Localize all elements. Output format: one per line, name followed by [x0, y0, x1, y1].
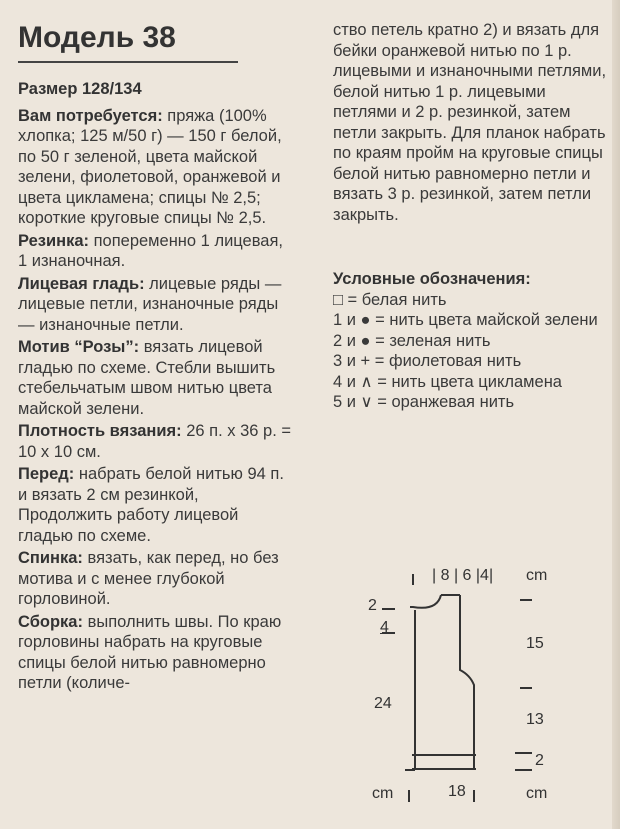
left-measure-4: 4	[380, 619, 389, 636]
legend-item-green	[333, 331, 609, 352]
paragraph-rib	[18, 231, 296, 272]
pattern-schematic	[360, 565, 560, 815]
legend-title: Условные обозначения:	[333, 270, 531, 288]
legend-symbol: 3 и +	[333, 352, 371, 370]
legend-symbol: 1 и ●	[333, 311, 371, 329]
label-roses: Мотив “Розы”:	[18, 338, 140, 356]
page-title: Модель 38	[18, 20, 238, 63]
paragraph-roses	[18, 337, 296, 419]
legend-text: = нить цвета майской зелени	[370, 311, 598, 329]
right-column	[333, 20, 609, 413]
legend-text: = белая нить	[342, 290, 447, 309]
legend-text: = нить цвета цикламена	[372, 372, 562, 391]
label-materials: Вам потребуется:	[18, 106, 163, 125]
top-measurements: | 8 | 6 |4|	[432, 567, 494, 584]
text-gauge: 26 п. х 36 р. = 10 х 10 см.	[18, 422, 292, 461]
paragraph-continuation: ство петель кратно 2) и вязать для бейки оранжевой нитью по 1 р. лицевыми и изнаночными петлями, белой нитью 1 р. лицевыми петлями и 2 р. резинкой, затем петли закрыть. Для планок набрать по краям пройм на круговые спицы белой нитью равномерно петли и вязать 3 р. резинкой, затем петли закрыть.	[333, 21, 607, 224]
left-measure-2: 2	[368, 597, 377, 614]
label-front: Перед:	[18, 465, 75, 483]
left-measure-24: 24	[374, 695, 392, 712]
legend-item-orange	[333, 392, 609, 413]
legend-item-may-green	[333, 310, 609, 331]
paragraph-stockinette	[18, 274, 296, 336]
paragraph-front	[18, 464, 296, 546]
bottom-measure-18: 18	[448, 783, 466, 800]
label-assembly: Сборка:	[18, 612, 83, 631]
text-rib: попеременно 1 лицевая, 1 изнаночная.	[18, 231, 284, 270]
legend	[333, 290, 609, 413]
legend-item-cyclamen	[333, 372, 609, 393]
bottom-left-unit: cm	[372, 785, 394, 802]
right-measure-15: 15	[526, 635, 544, 652]
paragraph-assembly	[18, 612, 296, 694]
paragraph-gauge	[18, 421, 296, 462]
legend-symbol: 2 и ●	[333, 331, 371, 350]
text-roses: вязать лицевой гладью по схеме. Стебли вышить стебельчатым швом нитью цвета майской зелени.	[18, 338, 276, 418]
page-edge	[612, 0, 620, 829]
paragraph-materials	[18, 106, 296, 229]
label-stockinette: Лицевая гладь:	[18, 274, 145, 293]
text-materials: пряжа (100% хлопка; 125 м/50 г) — 150 г белой, по 50 г зеленой, цвета майской зелени, фиолетовой, оранжевой и цвета цикламена; спицы № 2,5; короткие круговые спицы № 2,5.	[18, 106, 282, 227]
right-measure-13: 13	[526, 711, 544, 728]
legend-symbol: □	[333, 290, 343, 309]
legend-item-violet	[333, 351, 609, 372]
neckline-curve	[410, 595, 441, 608]
paragraph-back	[18, 548, 296, 610]
legend-item-white	[333, 290, 609, 311]
legend-symbol: 5 и ∨	[333, 393, 373, 411]
schematic-drawing	[360, 565, 560, 815]
right-measure-2: 2	[535, 752, 544, 769]
label-back: Спинка:	[18, 549, 83, 567]
legend-text: = оранжевая нить	[372, 393, 515, 411]
text-stockinette: лицевые ряды — лицевые петли, изнаночные ряды — изнаночные петли.	[18, 274, 282, 334]
top-unit: cm	[526, 567, 548, 584]
legend-symbol: 4 и ∧	[333, 372, 373, 391]
size-line: Размер 128/134	[18, 80, 142, 98]
label-gauge: Плотность вязания:	[18, 422, 182, 440]
left-column	[18, 20, 296, 696]
label-rib: Резинка:	[18, 231, 90, 250]
armhole-outline	[460, 595, 474, 770]
legend-text: = зеленая нить	[370, 331, 491, 350]
bottom-right-unit: cm	[526, 785, 548, 802]
text-front: набрать белой нитью 94 п. и вязать 2 см резинкой, Продолжить работу лицевой гладью по схеме.	[18, 465, 284, 545]
text-assembly: выполнить швы. По краю горловины набрать на круговые спицы белой нитью равномерно петли (количе-	[18, 612, 282, 692]
text-back: вязать, как перед, но без мотива и с менее глубокой горловиной.	[18, 549, 279, 608]
legend-text: = фиолетовая нить	[370, 352, 522, 370]
